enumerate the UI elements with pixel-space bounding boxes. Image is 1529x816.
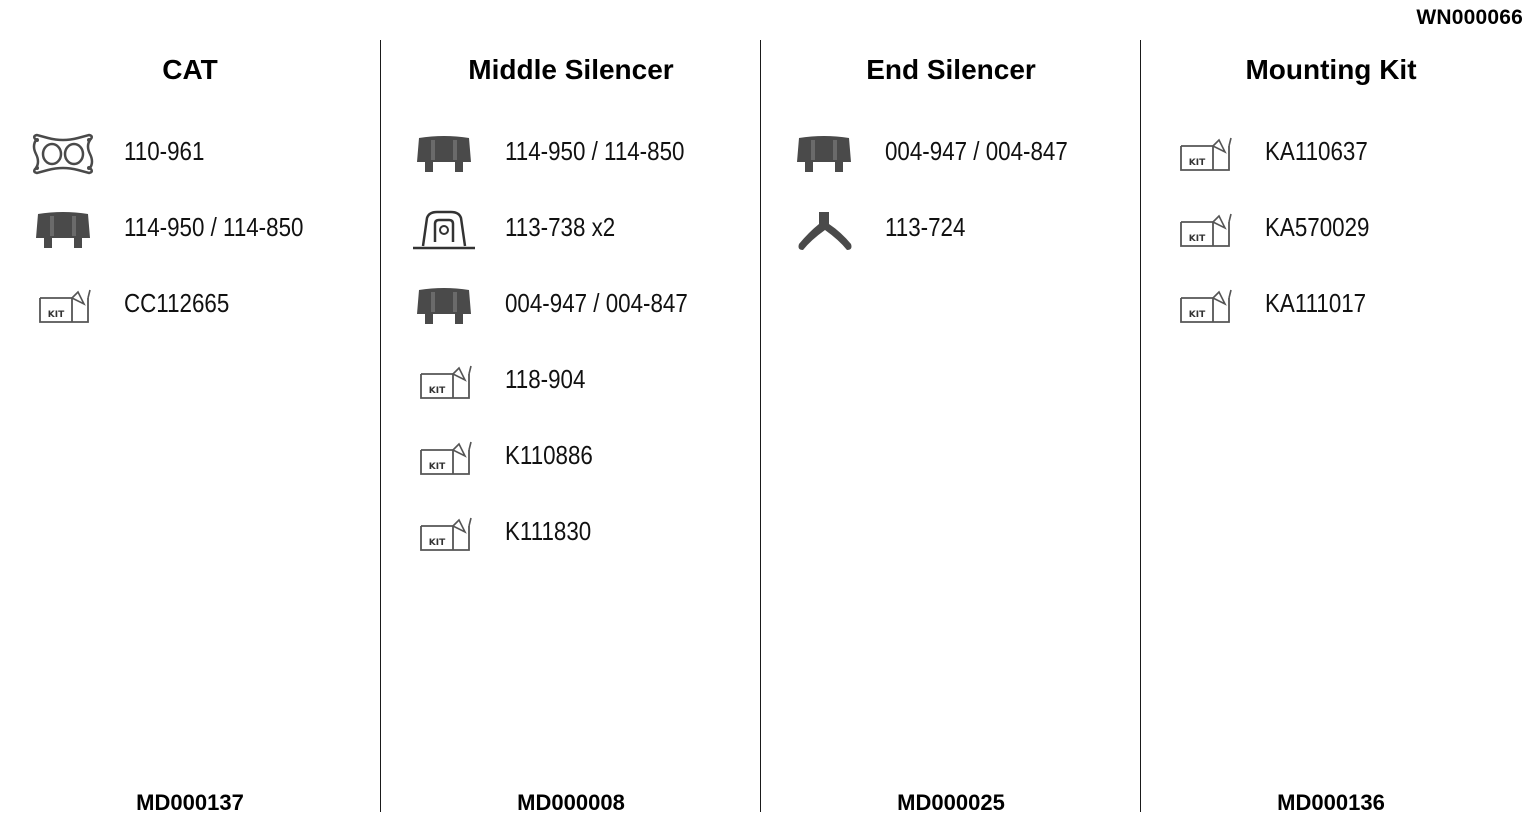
rubber-mount-icon xyxy=(409,284,479,328)
rubber-mount-icon xyxy=(409,132,479,176)
gasket-icon xyxy=(28,132,98,176)
svg-text:KIT: KIT xyxy=(1188,310,1206,320)
svg-text:KIT: KIT xyxy=(428,386,446,396)
part-number: 004-947 / 004-847 xyxy=(505,288,688,318)
part-number: 114-950 / 114-850 xyxy=(124,212,304,242)
column-footer-code: MD000136 xyxy=(1277,790,1385,815)
kit-box-icon xyxy=(409,360,479,404)
part-item xyxy=(381,204,761,254)
part-number: 004-947 / 004-847 xyxy=(885,136,1068,166)
column-cat xyxy=(0,40,380,815)
part-item xyxy=(0,128,380,178)
column-title: End Silencer xyxy=(866,54,1036,85)
column-title: Middle Silencer xyxy=(468,54,674,85)
column-footer-code: MD000137 xyxy=(136,790,244,815)
svg-text:KIT: KIT xyxy=(428,538,446,548)
part-item xyxy=(381,280,761,330)
part-item xyxy=(0,280,380,330)
kit-box-icon xyxy=(28,284,98,328)
kit-box-icon xyxy=(1169,132,1239,176)
part-number: KA111017 xyxy=(1265,288,1367,318)
part-number: 114-950 / 114-850 xyxy=(505,136,685,166)
part-item xyxy=(1141,128,1521,178)
parts-columns xyxy=(0,40,1520,815)
part-item xyxy=(1141,204,1521,254)
column-footer-code: MD000025 xyxy=(897,790,1005,815)
part-item xyxy=(1141,280,1521,330)
column-footer-code: MD000008 xyxy=(517,790,625,815)
svg-text:KIT: KIT xyxy=(428,462,446,472)
part-number: K111830 xyxy=(505,516,592,546)
rubber-mount-icon xyxy=(789,132,859,176)
rubber-mount-icon xyxy=(28,208,98,252)
part-number: 113-724 xyxy=(885,212,966,242)
part-item xyxy=(381,356,761,406)
part-item xyxy=(381,508,761,558)
svg-text:KIT: KIT xyxy=(47,310,65,320)
column-title: CAT xyxy=(162,54,218,85)
part-item xyxy=(0,204,380,254)
part-item xyxy=(761,204,1141,254)
y-hanger-icon xyxy=(789,208,859,252)
column-title: Mounting Kit xyxy=(1245,54,1417,85)
part-item xyxy=(381,432,761,482)
column-middle-silencer xyxy=(380,40,761,815)
part-item xyxy=(761,128,1141,178)
kit-box-icon xyxy=(1169,208,1239,252)
column-mounting-kit xyxy=(1140,40,1521,815)
part-number: 110-961 xyxy=(124,136,205,166)
kit-box-icon xyxy=(409,512,479,556)
bracket-icon xyxy=(409,208,479,252)
part-number: 113-738 x2 xyxy=(505,212,616,242)
part-number: K110886 xyxy=(505,440,593,470)
part-number: CC112665 xyxy=(124,288,230,318)
column-end-silencer xyxy=(760,40,1141,815)
document-code: WN000066 xyxy=(1416,6,1523,29)
part-number: KA570029 xyxy=(1265,212,1370,242)
kit-box-icon xyxy=(409,436,479,480)
svg-text:KIT: KIT xyxy=(1188,158,1206,168)
svg-text:KIT: KIT xyxy=(1188,234,1206,244)
part-number: 118-904 xyxy=(505,364,586,394)
kit-box-icon xyxy=(1169,284,1239,328)
part-item xyxy=(381,128,761,178)
part-number: KA110637 xyxy=(1265,136,1368,166)
